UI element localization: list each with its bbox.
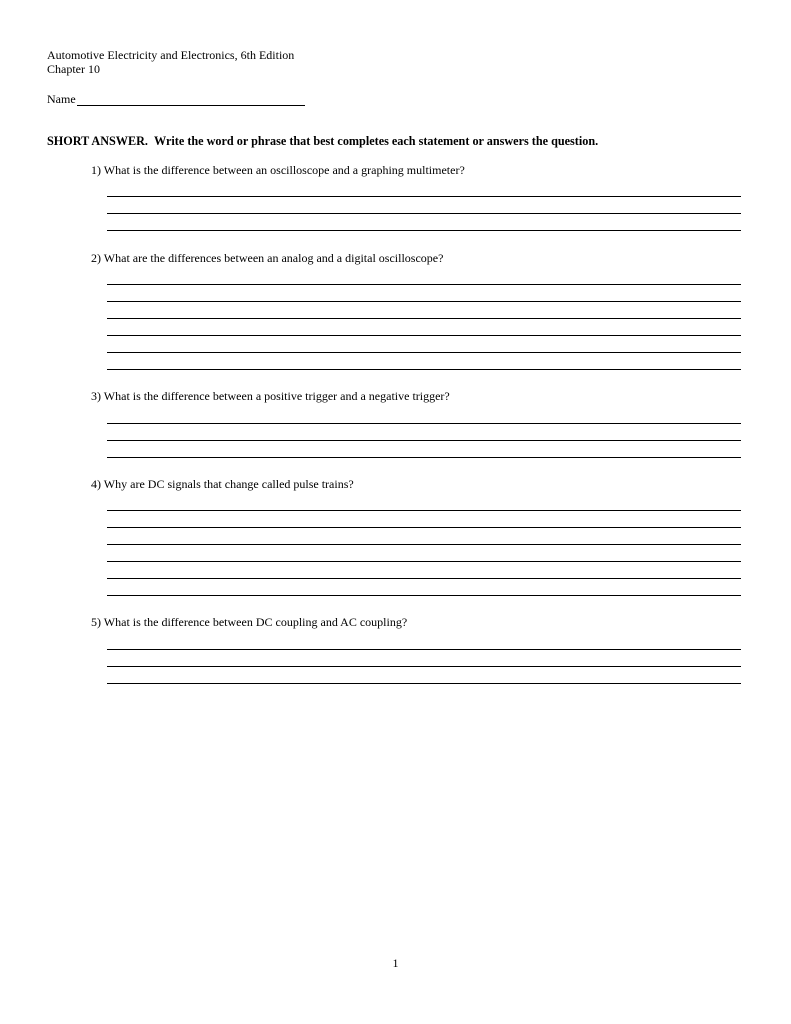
instructions-text: Write the word or phrase that best completes each statement or answers the question. (154, 134, 599, 148)
name-blank-line (77, 94, 305, 106)
answer-line[interactable] (107, 301, 741, 302)
question-2 (91, 251, 443, 266)
chapter-label: Chapter 10 (47, 62, 100, 76)
answer-line[interactable] (107, 423, 741, 424)
answer-line[interactable] (107, 230, 741, 231)
question-1 (91, 163, 465, 178)
question-number: 5) (91, 615, 101, 629)
question-number: 3) (91, 389, 101, 403)
name-label: Name (47, 92, 76, 106)
answer-line[interactable] (107, 595, 741, 596)
question-text: What is the difference between a positive trigger and a negative trigger? (103, 389, 450, 403)
question-4 (91, 477, 354, 492)
question-text: What is the difference between an oscilloscope and a graphing multimeter? (103, 163, 465, 177)
answer-line[interactable] (107, 335, 741, 336)
instructions (47, 134, 598, 149)
name-field (47, 92, 305, 106)
answer-line[interactable] (107, 318, 741, 319)
question-text: What is the difference between DC coupling and AC coupling? (103, 615, 408, 629)
book-title: Automotive Electricity and Electronics, 6th Edition (47, 48, 295, 62)
section-heading: SHORT ANSWER. (47, 134, 148, 148)
question-text: What are the differences between an analog and a digital oscilloscope? (103, 251, 444, 265)
answer-line[interactable] (107, 649, 741, 650)
page-number: 1 (392, 956, 399, 970)
answer-line[interactable] (107, 527, 741, 528)
answer-line[interactable] (107, 544, 741, 545)
answer-line[interactable] (107, 352, 741, 353)
answer-line[interactable] (107, 457, 741, 458)
answer-line[interactable] (107, 196, 741, 197)
answer-line[interactable] (107, 666, 741, 667)
answer-line[interactable] (107, 369, 741, 370)
answer-line[interactable] (107, 683, 741, 684)
answer-line[interactable] (107, 440, 741, 441)
question-3 (91, 389, 450, 404)
answer-line[interactable] (107, 578, 741, 579)
answer-line[interactable] (107, 561, 741, 562)
question-number: 1) (91, 163, 101, 177)
question-number: 4) (91, 477, 101, 491)
answer-line[interactable] (107, 510, 741, 511)
question-5 (91, 615, 407, 630)
answer-line[interactable] (107, 284, 741, 285)
question-number: 2) (91, 251, 101, 265)
answer-line[interactable] (107, 213, 741, 214)
question-text: Why are DC signals that change called pulse trains? (103, 477, 354, 491)
